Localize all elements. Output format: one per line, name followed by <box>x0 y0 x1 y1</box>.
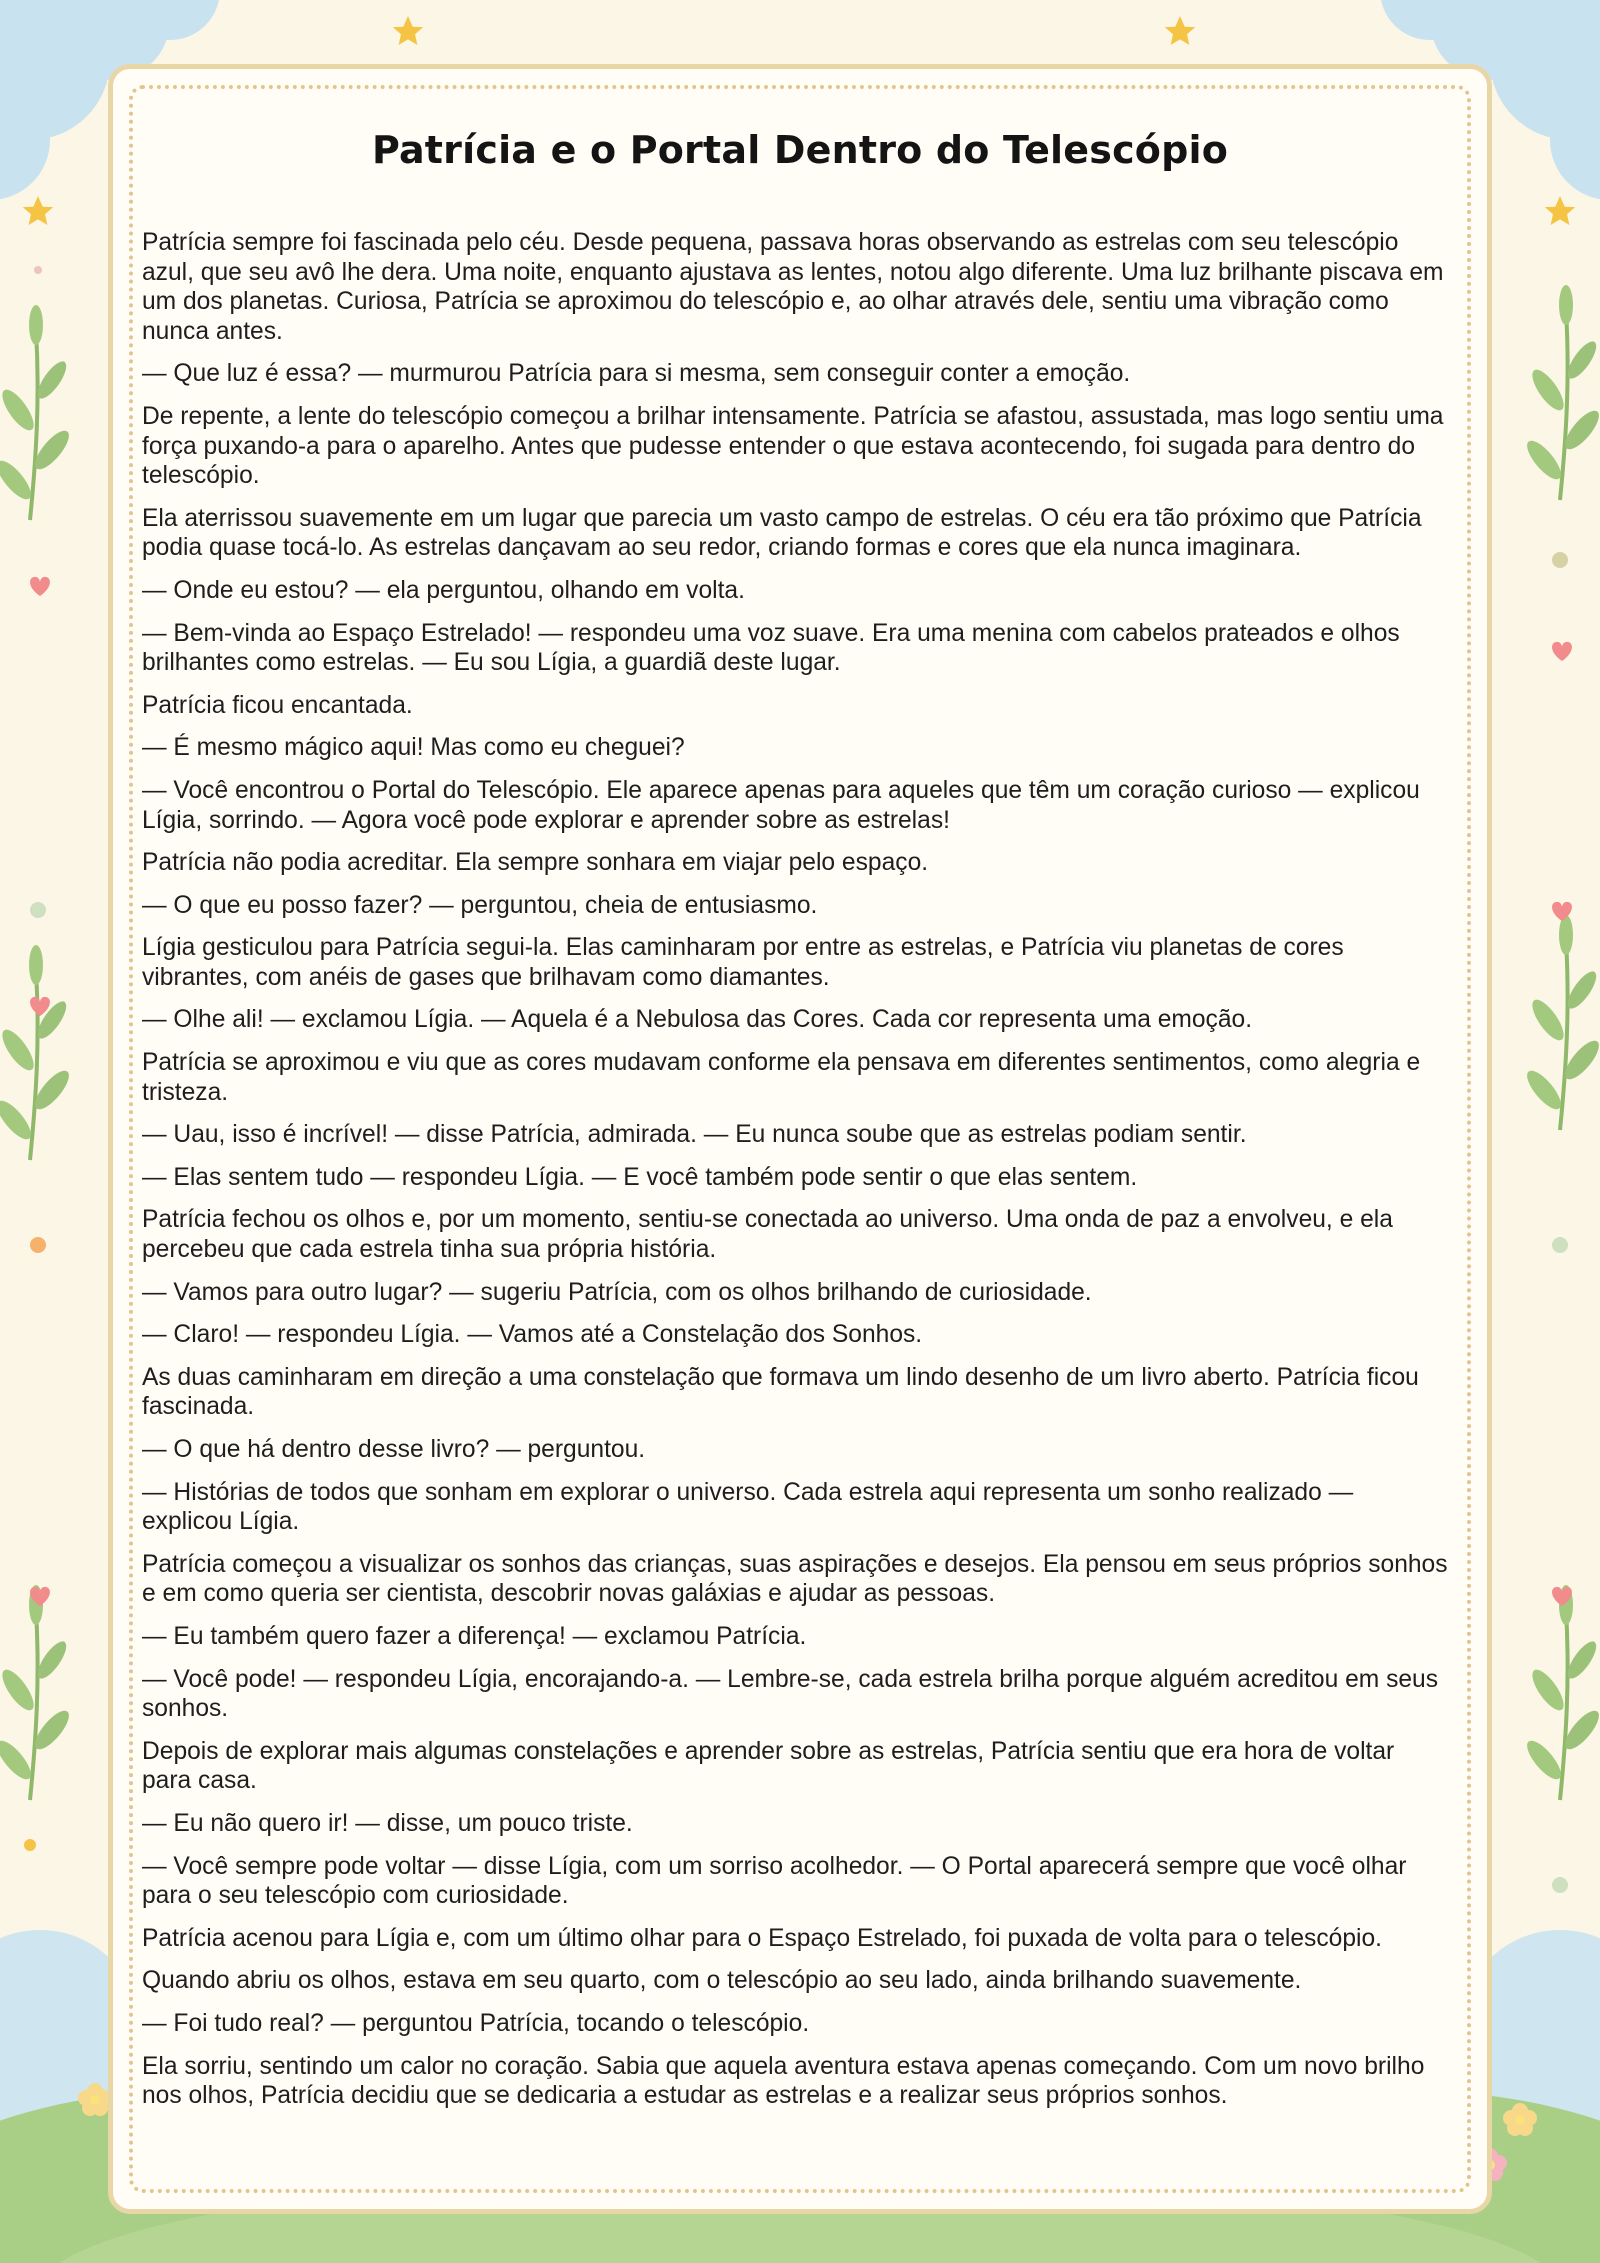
story-paragraph: De repente, a lente do telescópio começou a brilhar intensamente. Patrícia se afastou, assustada, mas logo sentiu uma força puxando-a para o aparelho. Antes que pudesse entender o que estava acontecendo, foi sugada para dentro do telescópio. <box>142 402 1444 490</box>
story-paragraph: — Eu também quero fazer a diferença! — exclamou Patrícia. <box>142 1622 807 1650</box>
heart-icon <box>1552 642 1572 661</box>
story-paragraph: — Vamos para outro lugar? — sugeriu Patrícia, com os olhos brilhando de curiosidade. <box>142 1278 1092 1306</box>
story-paragraph: Quando abriu os olhos, estava em seu quarto, com o telescópio ao seu lado, ainda brilhando suavemente. <box>142 1967 1302 1995</box>
story-title: Patrícia e o Portal Dentro do Telescópio <box>371 128 1229 172</box>
star-icon <box>1545 196 1575 225</box>
leaf-branch-icon <box>1522 915 1600 1130</box>
leaf-branch-icon <box>0 945 74 1160</box>
story-paragraph: — Histórias de todos que sonham em explorar o universo. Cada estrela aqui representa um sonho realizado — explicou Lígia. <box>142 1478 1354 1536</box>
heart-icon <box>30 577 50 596</box>
leaf-branch-icon <box>0 305 74 520</box>
story-paragraph: — Onde eu estou? — ela perguntou, olhando em volta. <box>142 576 745 604</box>
story-paragraph: — Elas sentem tudo — respondeu Lígia. — E você também pode sentir o que elas sentem. <box>142 1163 1138 1191</box>
story-paragraph: Ela aterrissou suavemente em um lugar que parecia um vasto campo de estrelas. O céu era tão próximo que Patrícia podia quase tocá-lo. As estrelas dançavam ao seu redor, criando formas e cores que ela nunca imaginara. <box>142 504 1422 562</box>
story-paragraph: Depois de explorar mais algumas constelações e aprender sobre as estrelas, Patrícia sentiu que era hora de voltar para casa. <box>142 1737 1395 1795</box>
story-paragraph: — O que eu posso fazer? — perguntou, cheia de entusiasmo. <box>142 891 818 919</box>
story-paragraph: — Que luz é essa? — murmurou Patrícia para si mesma, sem conseguir conter a emoção. <box>142 360 1131 388</box>
story-body <box>142 228 1448 2124</box>
story-paragraph: — Uau, isso é incrível! — disse Patrícia, admirada. — Eu nunca soube que as estrelas podiam sentir. <box>142 1121 1247 1149</box>
story-paragraph: — É mesmo mágico aqui! Mas como eu cheguei? <box>142 734 685 762</box>
story-paragraph: — Eu não quero ir! — disse, um pouco triste. <box>142 1809 633 1837</box>
story-paragraph: Patrícia ficou encantada. <box>142 691 413 719</box>
leaf-branch-icon <box>1522 285 1600 500</box>
star-icon <box>23 196 53 225</box>
story-paragraph: — Bem-vinda ao Espaço Estrelado! — respondeu uma voz suave. Era uma menina com cabelos prateados e olhos brilhantes como estrelas. — Eu sou Lígia, a guardiã deste lugar. <box>142 619 1400 677</box>
heart-icon <box>30 997 50 1016</box>
leaf-branch-icon <box>1522 1585 1600 1800</box>
leaf-branch-icon <box>0 1585 74 1800</box>
star-icon <box>393 16 423 45</box>
story-paragraph: — Você pode! — respondeu Lígia, encorajando-a. — Lembre-se, cada estrela brilha porque alguém acreditou em seus sonhos. <box>142 1665 1439 1723</box>
star-icon <box>1165 16 1195 45</box>
story-paragraph: — Foi tudo real? — perguntou Patrícia, tocando o telescópio. <box>142 2009 810 2037</box>
story-paragraph: Patrícia sempre foi fascinada pelo céu. Desde pequena, passava horas observando as estrelas com seu telescópio azul, que seu avô lhe dera. Uma noite, enquanto ajustava as lentes, notou algo diferente. Uma luz brilhante piscava em um dos planetas. Curiosa, Patrícia se aproximou do telescópio e, ao olhar através dele, sentiu uma vibração como nunca antes. <box>142 229 1444 345</box>
story-paragraph: Patrícia fechou os olhos e, por um momento, sentiu-se conectada ao universo. Uma onda de paz a envolveu, e ela percebeu que cada estrela tinha sua própria história. <box>142 1206 1393 1264</box>
story-paragraph: Patrícia começou a visualizar os sonhos das crianças, suas aspirações e desejos. Ela pensou em seus próprios sonhos e em como queria ser cientista, descobrir novas galáxias e ajudar as pessoas. <box>142 1550 1448 1608</box>
story-paragraph: Lígia gesticulou para Patrícia segui-la. Elas caminharam por entre as estrelas, e Patrícia viu planetas de cores vibrantes, com anéis de gases que brilhavam como diamantes. <box>142 934 1344 991</box>
story-paragraph: — Você encontrou o Portal do Telescópio. Ele aparece apenas para aqueles que têm um coração curioso — explicou Lígia, sorrindo. — Agora você pode explorar e aprender sobre as estrelas! <box>142 776 1420 834</box>
story-paragraph: Patrícia não podia acreditar. Ela sempre sonhara em viajar pelo espaço. <box>142 849 929 877</box>
story-paragraph: — O que há dentro desse livro? — perguntou. <box>142 1436 646 1463</box>
story-paragraph: — Claro! — respondeu Lígia. — Vamos até a Constelação dos Sonhos. <box>142 1321 923 1349</box>
story-paragraph: — Você sempre pode voltar — disse Lígia, com um sorriso acolhedor. — O Portal aparecerá sempre que você olhar para o seu telescópio com curiosidade. <box>142 1852 1407 1910</box>
story-paragraph: Patrícia se aproximou e viu que as cores mudavam conforme ela pensava em diferentes sentimentos, como alegria e tristeza. <box>142 1049 1421 1106</box>
story-paragraph: Ela sorriu, sentindo um calor no coração. Sabia que aquela aventura estava apenas começando. Com um novo brilho nos olhos, Patrícia decidiu que se dedicaria a estudar as estrelas e a realizar seus próprios sonhos. <box>142 2052 1425 2110</box>
story-paragraph: Patrícia acenou para Lígia e, com um último olhar para o Espaço Estrelado, foi puxada de volta para o telescópio. <box>142 1924 1382 1952</box>
story-paragraph: As duas caminharam em direção a uma constelação que formava um lindo desenho de um livro aberto. Patrícia ficou fascinada. <box>142 1363 1419 1421</box>
story-paragraph: — Olhe ali! — exclamou Lígia. — Aquela é a Nebulosa das Cores. Cada cor representa uma emoção. <box>142 1006 1253 1034</box>
